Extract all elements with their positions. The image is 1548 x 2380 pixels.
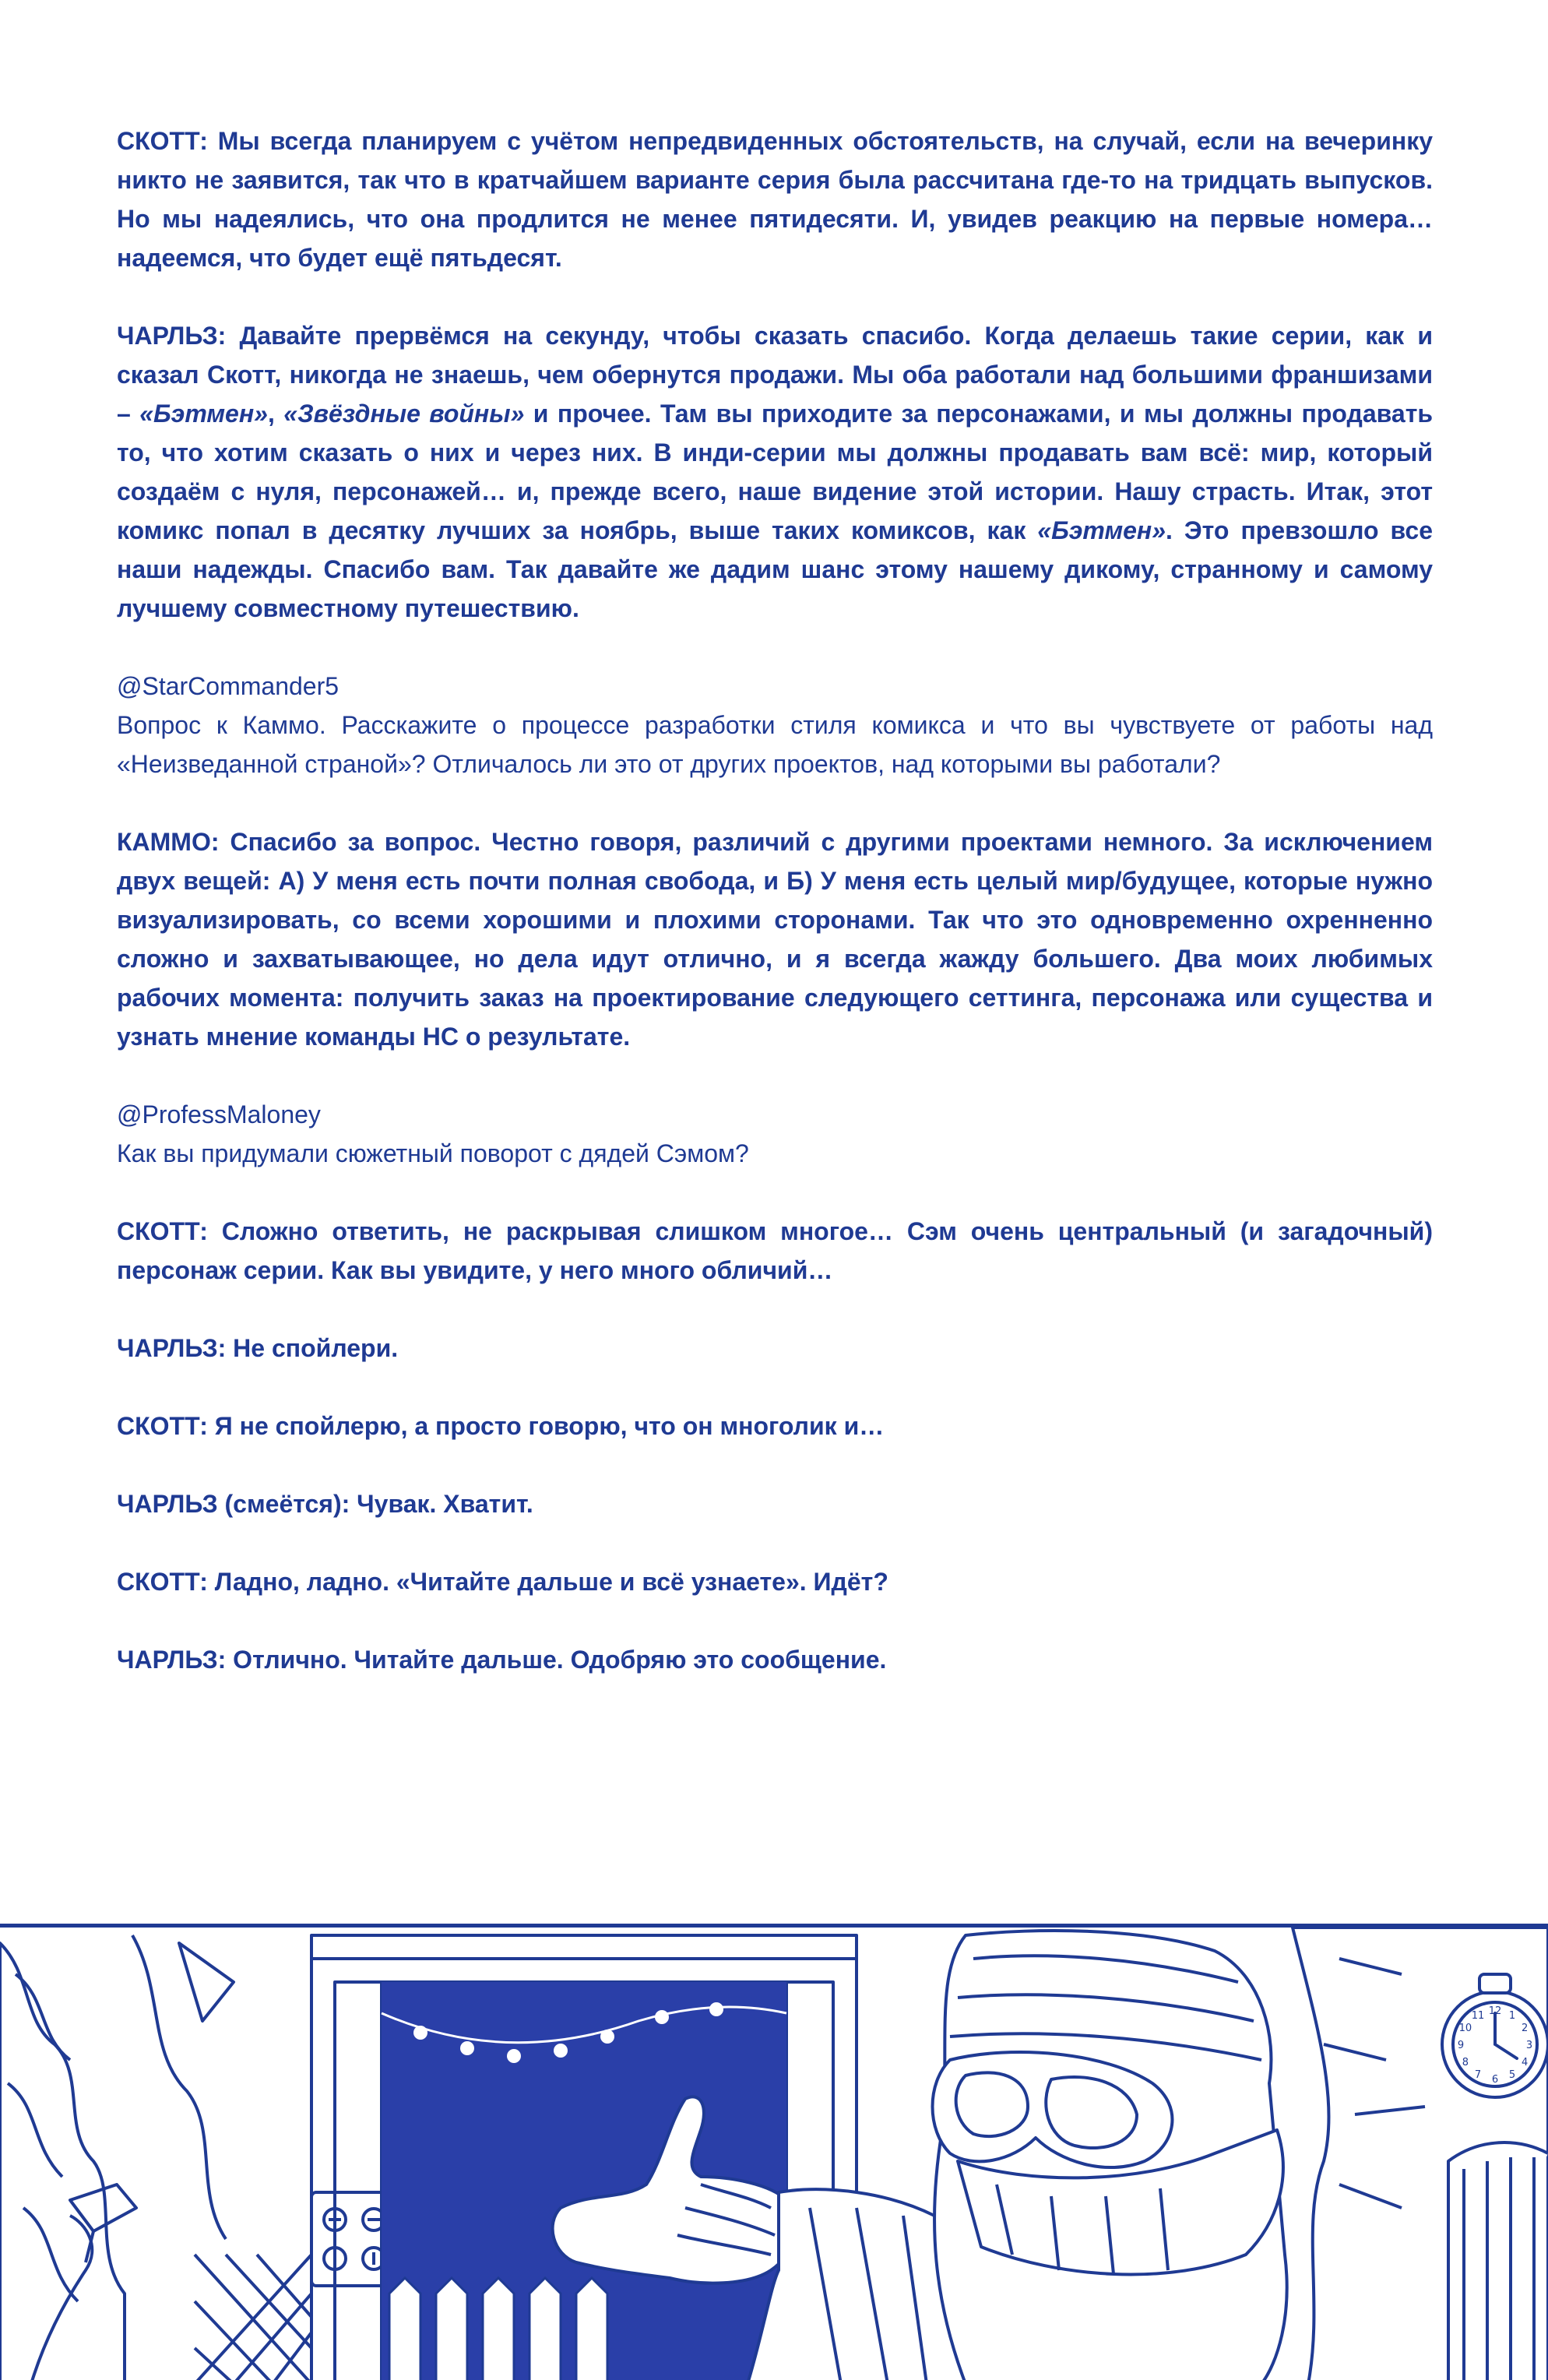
answer-block [117,1212,1433,1290]
interview-text [117,121,1433,1718]
answer-block [117,1640,1433,1679]
clock-numeral: 1 [1508,2009,1516,2022]
clock-numeral: 5 [1508,2069,1516,2082]
clock-numeral: 4 [1521,2057,1529,2068]
picket-fence [389,2278,420,2380]
answer-text: Не спойлери. [226,1334,399,1362]
answer-text: . Это превзошло все наши надежды. Спасибо вам. Так давайте же дадим шанс этому нашему дикому, странному и самому лучшему совместному путешествию. [117,516,1434,622]
speaker: ЧАРЛЬЗ: [117,322,227,350]
title-batman: «Бэтмен» [139,400,268,428]
speaker: СКОТТ: [117,1568,208,1596]
rock-wall-left [0,1943,125,2380]
clock-numeral: 10 [1458,2023,1472,2034]
clock-numeral: 9 [1457,2040,1465,2051]
speaker: ЧАРЛЬЗ (смеётся): [117,1490,350,1518]
answer-block [117,1407,1433,1445]
answer-block [117,316,1433,628]
answer-block [117,1562,1433,1601]
clock-numeral: 2 [1521,2023,1529,2034]
title-batman: «Бэтмен» [1037,516,1166,544]
speaker: КАММО: [117,828,220,856]
answer-text: и прочее. Там вы приходите за персонажами, и мы должны продавать то, что хотим сказать о них и через них. В инди-серии мы должны продавать вам всё: мир, который создаём с нуля, персонажей… и, прежде всего, наше видение этой истории. Нашу страсть. Итак, этот комикс попал в десятку лучших за ноябрь, выше таких комиксов, как [117,400,1434,544]
question-block [117,667,1433,783]
clock-numeral: 12 [1488,2005,1502,2017]
clock-numeral: 11 [1471,2009,1485,2022]
answer-text: Давайте прервёмся на секунду, чтобы сказать спасибо. Когда делаешь такие серии, как и сказал Скотт, никогда не знаешь, чем обернутся продажи. Мы оба работали над большими франшизами – [117,322,1433,428]
clock-numeral: 3 [1525,2040,1533,2051]
answer-block [117,1484,1433,1523]
answer-text: Мы всегда планируем с учётом непредвиденных обстоятельств, на случай, если на вечеринку никто не заявится, так что в кратчайшем варианте серия была рассчитана где-то на тридцать выпусков. Но мы надеялись, что она продлится не менее пятидесяти. И, увидев реакцию на первые номера… надеемся, что будет ещё пятьдесят. [117,127,1433,272]
answer-text: , [267,400,284,428]
comic-panel-illustration [0,1924,1548,2380]
answer-block [117,822,1433,1056]
answer-text: Ладно, ладно. «Читайте дальше и всё узнаете». Идёт? [207,1568,888,1596]
clock-numeral: 8 [1462,2057,1469,2068]
speaker: СКОТТ: [117,1217,208,1245]
answer-text: Сложно ответить, не раскрывая слишком многое… Сэм очень центральный (и загадочный) персонаж серии. Как вы увидите, у него много обличий… [117,1217,1433,1284]
answer-text: Чувак. Хватит. [350,1490,533,1518]
user-handle: @StarCommander5 [117,672,340,700]
speaker: СКОТТ: [117,1412,208,1440]
speaker: СКОТТ: [117,127,208,155]
speaker: ЧАРЛЬЗ: [117,1334,227,1362]
question-text: Вопрос к Каммо. Расскажите о процессе разработки стиля комикса и что вы чувствуете от работы над «Неизведанной страной»? Отличалось ли это от других проектов, над которыми вы работали? [117,711,1433,778]
question-text: Как вы придумали сюжетный поворот с дядей Сэмом? [117,1139,749,1167]
user-handle: @ProfessMaloney [117,1100,321,1128]
clock-numeral: 7 [1474,2069,1482,2082]
answer-block [117,121,1433,277]
clock-numeral: 6 [1491,2074,1499,2086]
speaker: ЧАРЛЬЗ: [117,1646,227,1674]
answer-text: Спасибо за вопрос. Честно говоря, различий с другими проектами немного. За исключением двух вещей: А) У меня есть почти полная свобода, и Б) У меня есть целый мир/будущее, которые нужно визуализировать, со всеми хорошими и плохими сторонами. Так что это одновременно охренненно сложно и захватывающее, но дела идут отлично, и я всегда жажду большего. Два моих любимых рабочих момента: получить заказ на проектирование следующего сеттинга, персонажа или существа и узнать мнение команды НС о результате. [117,828,1433,1051]
question-block [117,1095,1433,1173]
title-star-wars: «Звёздные войны» [283,400,525,428]
fuel-hose [31,2216,92,2380]
answer-text: Я не спойлерю, а просто говорю, что он многолик и… [207,1412,885,1440]
answer-block [117,1329,1433,1368]
answer-text: Отлично. Читайте дальше. Одобряю это сообщение. [226,1646,887,1674]
illustration-svg [0,1928,1548,2380]
